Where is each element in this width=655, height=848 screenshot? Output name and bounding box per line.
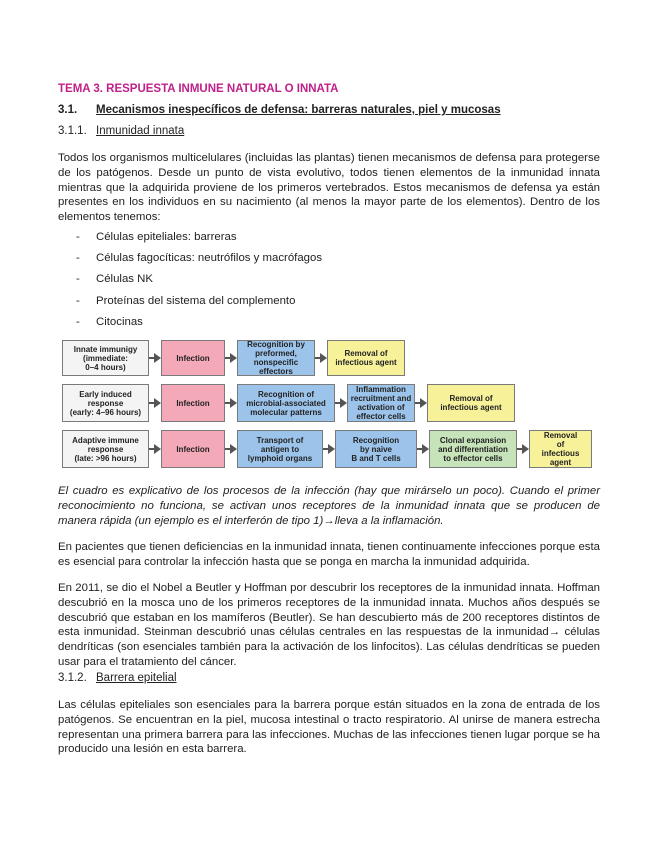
paragraph-deficiencies: En pacientes que tienen deficiencias en la inmunidad innata, tienen continuamente infecciones porque esta es esencial para controlar la infección hasta que se ponga en marcha la inmunidad adquirida. [58,541,600,568]
section-heading-3-1 [58,104,501,116]
list-item: - Proteínas del sistema del complemento [76,294,296,307]
chapter-title: TEMA 3. RESPUESTA INMUNE NATURAL O INNATA [58,83,339,95]
list-item: - Células epiteliales: barreras [76,231,237,243]
paragraph-figure-caption: El cuadro es explicativo de los procesos de la infección (hay que mirárselo un poco). Cuando el primer reconocimiento no funciona, se activan unos receptores de la inmunidad innata que se producen de manera rápida (un ejemplo es el interferón de tipo 1)→lleva a la inflamación. [58,485,600,527]
step-recognition-preformed: Recognition by preformed, nonspecific effectors [237,340,315,376]
arrow-head [340,398,347,408]
row-label-early: Early induced response (early: 4–96 hours) [62,384,149,422]
immune-response-diagram [62,340,592,470]
arrow-head [154,398,161,408]
subsection-heading-3-1-1 [58,125,184,137]
section-number: 3.1. [58,104,78,116]
row-label-innate: Innate immunigy (immediate: 0–4 hours) [62,340,149,376]
arrow-head [230,398,237,408]
arrow-head [328,444,335,454]
arrow-head [320,353,327,363]
arrow-head [230,353,237,363]
step-recognition-naive: Recognition by naive B and T cells [335,430,417,468]
list-item: - Células fagocíticas: neutrófilos y macrófagos [76,252,323,265]
subsection-number: 3.1.1. [58,125,87,137]
arrow-head [420,398,427,408]
step-inflammation: Inflammation recruitment and activation of effector cells [347,384,415,422]
step-clonal-expansion: Clonal expansion and differentiation to effector cells [429,430,517,468]
row-label-adaptive: Adaptive immune response (late: >96 hours) [62,430,149,468]
step-infection: Infection [161,340,225,376]
arrow-head [154,444,161,454]
arrow-head [422,444,429,454]
arrow-head [522,444,529,454]
step-infection: Infection [161,430,225,468]
subsection-number: 3.1.2. [58,672,87,684]
paragraph-intro: Todos los organismos multicelulares (incluidas las plantas) tienen mecanismos de defensa para protegerse de los patógenos. Desde un punto de vista evolutivo, todos tienen elementos de la inmunidad innata mientras que la adquirida proviene de los primeros vertebrados. Estos mecanismos de defensa ya están presentes en los individuos en su nacimiento (al menos la mayor parte de los elementos). Dentro de los elementos tenemos: [58,152,600,224]
step-transport: Transport of antigen to lymphoid organs [237,430,323,468]
list-item: - Células NK [76,273,153,286]
step-removal: Removal of infectious agent [529,430,592,468]
elements-list [58,230,322,336]
paragraph-epithelial: Las células epiteliales son esenciales para la barrera porque están situados en la zona de entrada de los patógenos. Se encuentran en la piel, mucosa intestinal o tracto respiratorio. Al unirse de manera estrecha representan una primera barrera para las infecciones. Muchas de las infecciones tienen lugar porque se ha producido una lesión en esta barrera. [58,699,600,756]
step-removal: Removal of infectious agent [327,340,405,376]
step-recognition-patterns: Recognition of microbial-associated molecular patterns [237,384,335,422]
subsection-heading-3-1-2 [58,672,177,684]
arrow-head [230,444,237,454]
subsection-title: Inmunidad innata [96,125,185,137]
section-title: Mecanismos inespecíficos de defensa: barreras naturales, piel y mucosas [96,104,501,116]
step-infection: Infection [161,384,225,422]
list-item: - Citocinas [76,315,143,328]
arrow-head [154,353,161,363]
subsection-title: Barrera epitelial [96,672,177,684]
paragraph-nobel: En 2011, se dio el Nobel a Beutler y Hoffman por descubrir los receptores de la inmunidad innata. Hoffman descubrió en la mosca uno de los primeros receptores de la inmunidad innata. Muchos años después se descubrió que estaban en los mamíferos (Beutler). Se han descubierto más de 200 receptores distintos de esta inmunidad. Steinman descubrió unas células centrales en las respuestas de la inmunidad→ células dendríticas (son esenciales también para la activación de los linfocitos). Las células dendríticas se pueden usar para el tratamiento del cáncer. [58,582,600,668]
step-removal: Removal of infectious agent [427,384,515,422]
